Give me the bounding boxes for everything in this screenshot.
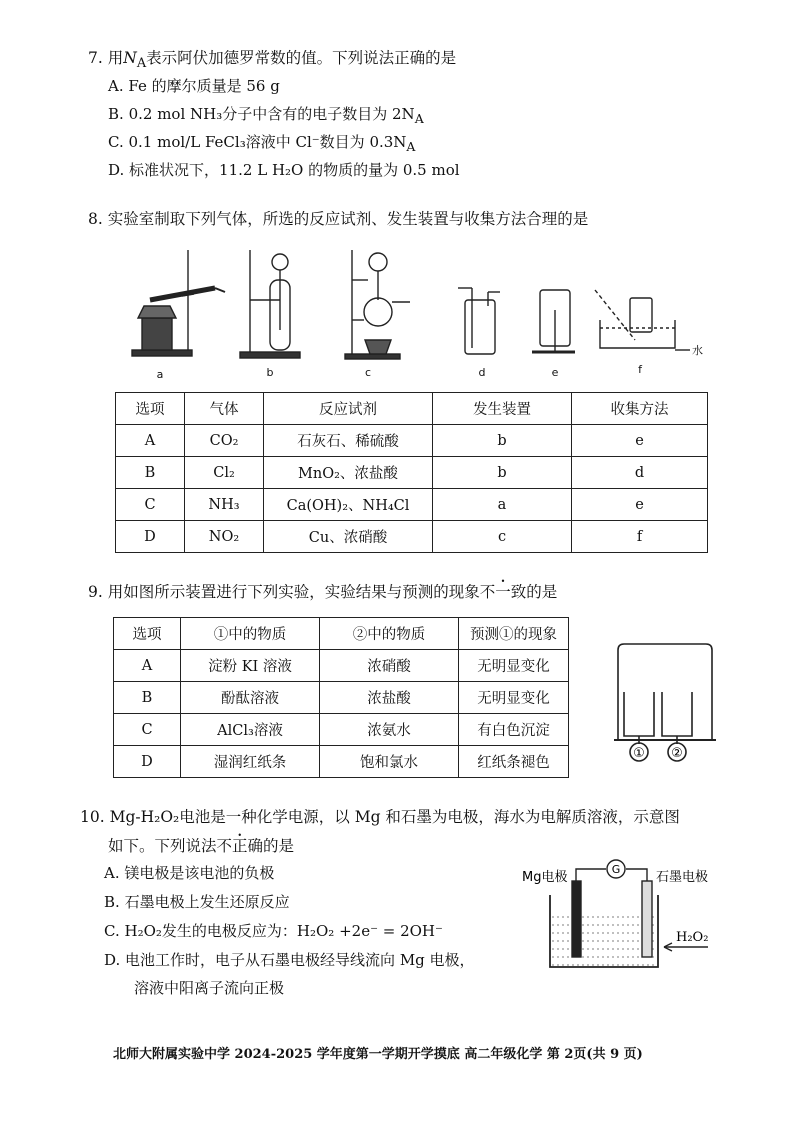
table-row: D 湿润红纸条 饱和氯水 红纸条褪色 bbox=[114, 746, 569, 778]
q10-stem-line1: 10. Mg-H₂O₂电池是一种化学电源，以 Mg 和石墨为电极，海水为电解质溶液，示意图 bbox=[80, 808, 680, 826]
table-row: D NO₂ Cu、浓硝酸 c f bbox=[116, 521, 708, 553]
beaker-1-label: ① bbox=[633, 746, 645, 761]
galvanometer-label: G bbox=[611, 863, 621, 876]
beaker-2-label: ② bbox=[671, 746, 683, 761]
h2o2-label: H₂O₂ bbox=[676, 930, 709, 945]
label-d: d bbox=[478, 366, 486, 379]
apparatus-d bbox=[458, 288, 500, 354]
beaker-1 bbox=[624, 692, 654, 736]
q10-option-a: A. 镁电极是该电池的负极 bbox=[104, 864, 275, 882]
apparatus-a bbox=[132, 250, 225, 356]
label-b: b bbox=[266, 366, 274, 379]
q9-beaker-figure bbox=[610, 640, 720, 765]
label-a: a bbox=[156, 368, 164, 381]
q9-table bbox=[113, 617, 569, 778]
graphite-electrode bbox=[642, 881, 652, 957]
q7-option-a: A. Fe 的摩尔质量是 56 g bbox=[108, 77, 280, 95]
q8-table bbox=[115, 392, 708, 553]
mg-electrode bbox=[572, 881, 581, 957]
q10-option-b: B. 石墨电极上发生还原反应 bbox=[104, 893, 290, 911]
q7-number: 7. bbox=[88, 49, 103, 67]
table-header-row: 选项 气体 反应试剂 发生装置 收集方法 bbox=[116, 393, 708, 425]
q7-option-b: B. 0.2 mol NH₃分子中含有的电子数目为 $2N_A$ bbox=[108, 105, 424, 126]
q10-option-d: D. 电池工作时，电子从石墨电极经导线流向 Mg 电极， bbox=[104, 951, 475, 969]
emphasis-text: 不一致 bbox=[479, 583, 527, 601]
apparatus-c bbox=[345, 250, 410, 359]
table-row: B Cl₂ MnO₂、浓盐酸 b d bbox=[116, 457, 708, 489]
mg-electrode-label: Mg电极 bbox=[522, 870, 568, 885]
q8-stem: 8. 实验室制取下列气体，所选的反应试剂、发生装置与收集方法合理的是 bbox=[88, 210, 589, 228]
apparatus-e bbox=[532, 290, 575, 352]
q8-apparatus-figure bbox=[120, 240, 703, 381]
q7-stem: 7. 用$N_A$表示阿伏加德罗常数的值。下列说法正确的是 bbox=[88, 49, 457, 72]
page-footer: 北师大附属实验中学 2024-2025 学年度第一学期开学摸底 高二年级化学 第 2页(共 9 页) bbox=[113, 1047, 643, 1062]
beaker-2 bbox=[662, 692, 692, 736]
label-e: e bbox=[551, 366, 559, 379]
table-row: B 酚酞溶液 浓盐酸 无明显变化 bbox=[114, 682, 569, 714]
q9-number: 9. bbox=[88, 583, 103, 601]
q9-stem: 9. 用如图所示装置进行下列实验，实验结果与预测的现象不一致的是 bbox=[88, 583, 558, 601]
graphite-electrode-label: 石墨电极 bbox=[656, 870, 709, 885]
emphasis-text: 不正确 bbox=[216, 837, 264, 855]
label-c: c bbox=[364, 366, 372, 379]
q7-option-d: D. 标准状况下，11.2 L H₂O 的物质的量为 0.5 mol bbox=[108, 161, 460, 179]
q10-number: 10. bbox=[80, 808, 105, 826]
q10-option-d-cont: 溶液中阳离子流向正极 bbox=[134, 979, 285, 997]
q7-option-c: C. 0.1 mol/L FeCl₃溶液中 Cl⁻数目为 $0.3N_A$ bbox=[108, 133, 416, 154]
bell-jar bbox=[618, 644, 712, 740]
table-header-row: 选项 ①中的物质 ②中的物质 预测①的现象 bbox=[114, 618, 569, 650]
table-row: C AlCl₃溶液 浓氨水 有白色沉淀 bbox=[114, 714, 569, 746]
q10-stem-line2: 如下。下列说法不正确的是 bbox=[108, 837, 295, 855]
label-water: 水 bbox=[692, 344, 703, 357]
label-f: f bbox=[638, 363, 642, 376]
table-row: A CO₂ 石灰石、稀硫酸 b e bbox=[116, 425, 708, 457]
q8-number: 8. bbox=[88, 210, 103, 228]
q10-battery-figure bbox=[518, 855, 728, 980]
apparatus-f bbox=[595, 290, 690, 350]
q10-option-c: C. H₂O₂发生的电极反应为：H₂O₂ +2e⁻ = 2OH⁻ bbox=[104, 922, 443, 940]
table-row: A 淀粉 KI 溶液 浓硝酸 无明显变化 bbox=[114, 650, 569, 682]
apparatus-b bbox=[240, 250, 300, 358]
table-row: C NH₃ Ca(OH)₂、NH₄Cl a e bbox=[116, 489, 708, 521]
